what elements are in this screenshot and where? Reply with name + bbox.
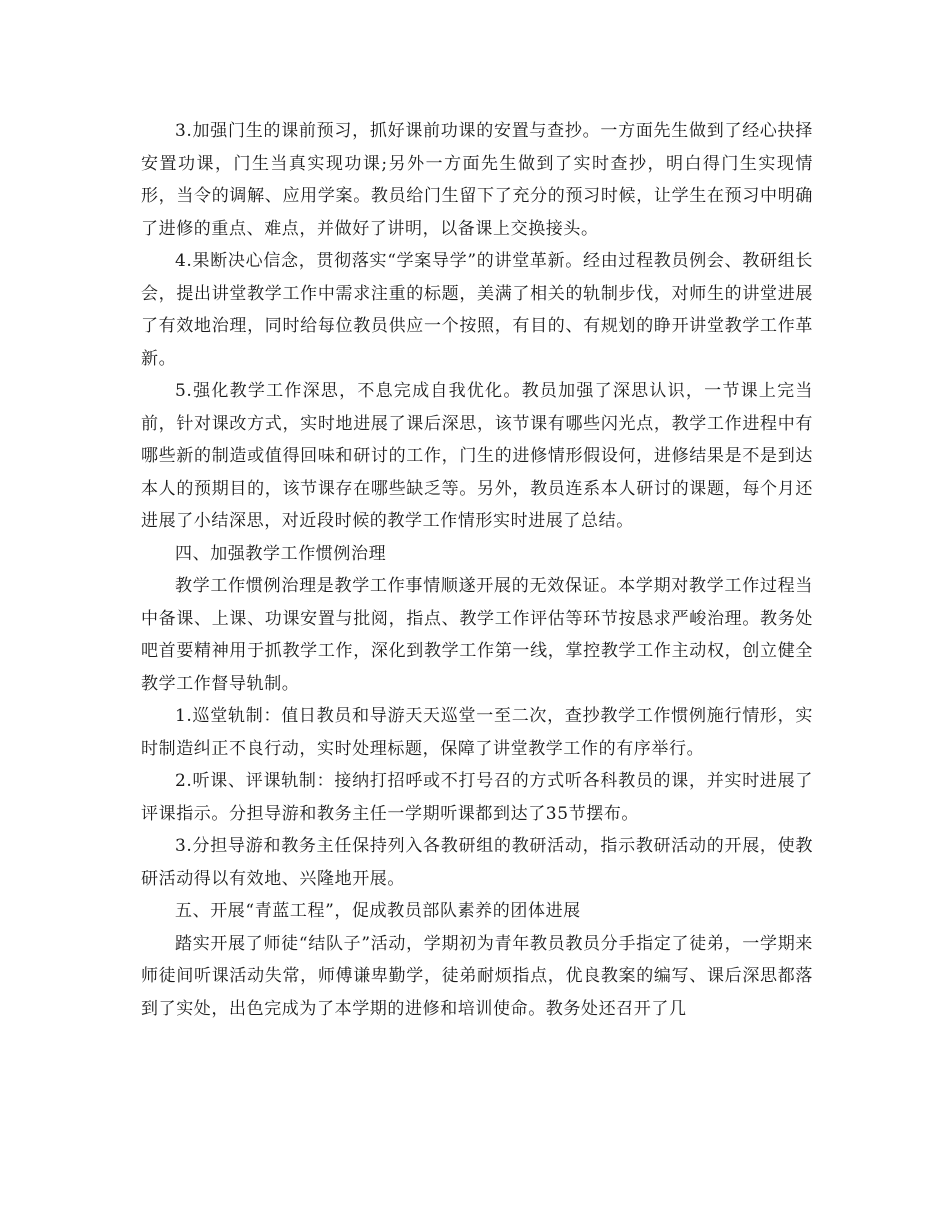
paragraph-lesson-observation: 2.听课、评课轨制：接纳打招呼或不打号召的方式听各科教员的课，并实时进展了评课指示。分担导游和教务主任一学期听课都到达了35节摆布。 [141,771,813,824]
section-heading-routine-management: 四、加强教学工作惯例治理 [175,543,387,564]
document-body [141,115,813,1025]
paragraph-routine-management: 教学工作惯例治理是教学工作事情顺遂开展的无效保证。本学期对教学工作过程当中备课、上课、功课安置与批阅，指点、教学工作评估等环节按恳求严峻治理。教务处吧首要精神用于抓教学工作，深化到教学工作第一线，掌控教学工作主动权，创立健全教学工作督导轨制。 [141,576,813,694]
paragraph-mentorship: 踏实开展了师徒“结队子”活动，学期初为青年教员教员分手指定了徒弟，一学期来师徒间听课活动失常，师傅谦卑勤学，徒弟耐烦指点，优良教案的编写、课后深思都落到了实处，出色完成为了本学期的进修和培训使命。教务处还召开了几 [141,933,813,1019]
paragraph-patrol-system: 1.巡堂轨制：值日教员和导游天天巡堂一至二次，查抄教学工作惯例施行情形，实时制造纠正不良行动，实时处理标题，保障了讲堂教学工作的有序举行。 [141,706,813,759]
section-heading-qinglan-project: 五、开展“青蓝工程”，促成教员部队素养的团体进展 [175,901,581,921]
paragraph-research-activities: 3.分担导游和教务主任保持列入各教研组的教研活动，指示教研活动的开展，使教研活动得以有效地、兴隆地开展。 [141,836,813,889]
paragraph-homework-preview: 3.加强门生的课前预习，抓好课前功课的安置与查抄。一方面先生做到了经心抉择安置功课，门生当真实现功课;另外一方面先生做到了实时查抄，明白得门生实现情形，当令的调解、应用学案。教员给门生留下了充分的预习时候，让学生在预习中明确了进修的重点、难点，并做好了讲明，以备课上交换接头。 [141,121,813,239]
paragraph-classroom-reform: 4.果断决心信念，贯彻落实“学案导学”的讲堂革新。经由过程教员例会、教研组长会，提出讲堂教学工作中需求注重的标题，美满了相关的轨制步伐，对师生的讲堂进展了有效地治理，同时给每位教员供应一个按照，有目的、有规划的睁开讲堂教学工作革新。 [141,251,813,369]
paragraph-teaching-reflection: 5.强化教学工作深思，不息完成自我优化。教员加强了深思认识，一节课上完当前，针对课改方式，实时地进展了课后深思，该节课有哪些闪光点，教学工作进程中有哪些新的制造或值得回味和研讨的工作，门生的进修情形假设何，进修结果是不是到达本人的预期目的，该节课存在哪些缺乏等。另外，教员连系本人研讨的课题，每个月还进展了小结深思，对近段时候的教学工作情形实时进展了总结。 [141,381,813,531]
